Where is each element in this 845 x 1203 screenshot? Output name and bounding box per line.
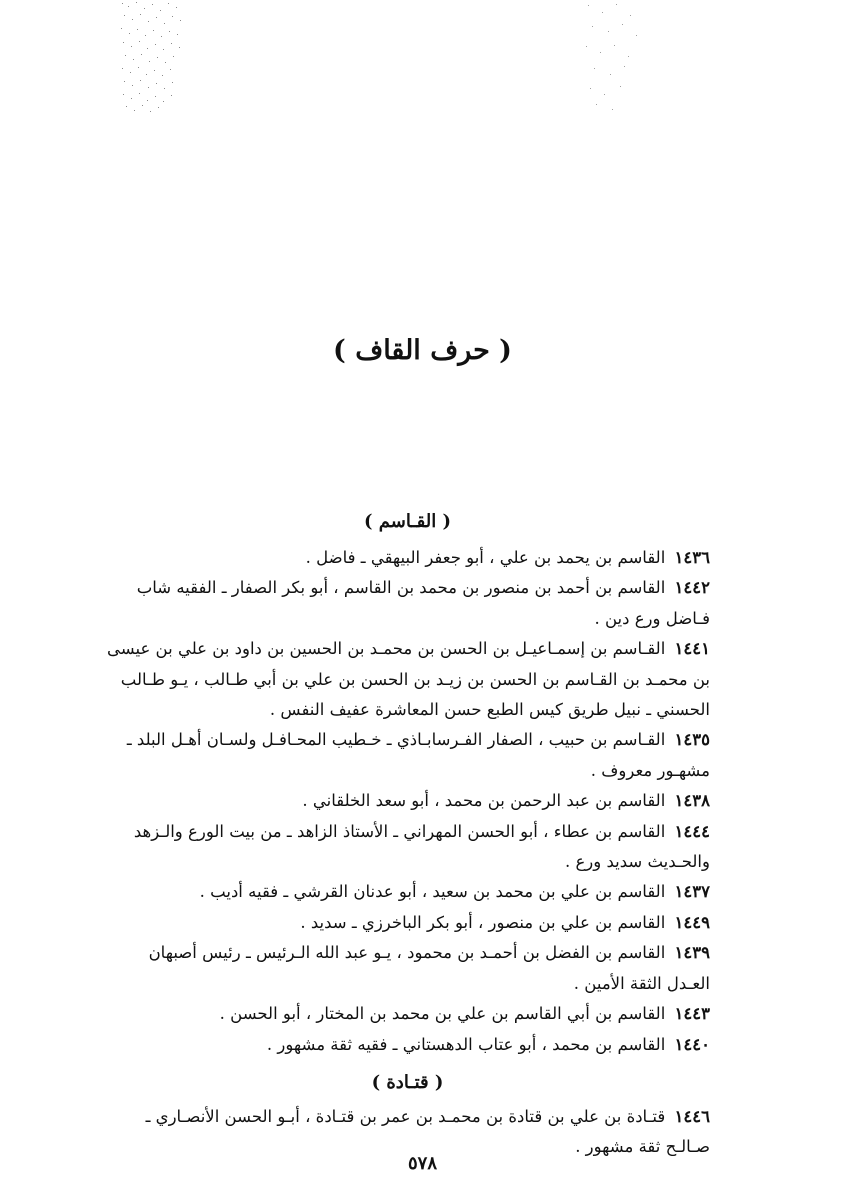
chapter-title: ( حرف القاف ) (333, 335, 512, 366)
entry-text: القاسم بن محمد ، أبو عتاب الدهستاني ـ فقيه ثقة مشهور . (266, 1034, 666, 1054)
entry-text: قتـادة بن علي بن قتادة بن محمـد بن عمر بن قتـادة ، أبـو الحسن الأنصـاري ـ صـالـح ثقة مشهور . (145, 1106, 710, 1157)
section-title-qatada: ( قتـادة ) (371, 1071, 444, 1093)
entry (105, 1030, 710, 1060)
entry-text: القـاسم بن إسمـاعيـل بن الحسن بن محمـد بن الحسين بن داود بن علي بن عيسى بن محمـد بن القـاسم بن الحسن بن زيـد بن الحسن بن علي بن أبي طـالب ، يـو طـالب الحسني ـ نبيل طريق كيس الطبع حسن المعاشرة عفيف النفس . (107, 639, 710, 720)
entry-number: ١٤٣٥ (674, 730, 710, 750)
entry (105, 908, 710, 938)
entry (105, 543, 710, 573)
entry (105, 573, 710, 634)
entry (105, 725, 710, 786)
entry (105, 877, 710, 907)
entry-text: القاسم بن الفضل بن أحمـد بن محمود ، يـو عبد الله الـرئيس ـ رئيس أصبهان العـدل الثقة الأمين . (148, 943, 710, 993)
entry-number: ١٤٤٤ (674, 821, 710, 841)
entry-number: ١٤٤٦ (674, 1106, 710, 1126)
entry-text: القاسم بن علي بن منصور ، أبو بكر الباخرزي ـ سديد . (300, 912, 666, 932)
entry-number: ١٤٤١ (674, 639, 710, 659)
entry-text: القـاسم بن حبيب ، الصفار الفـرسابـاذي ـ خـطيب المحـافـل ولسـان أهـل البلد ـ مشهـور معروف . (126, 730, 710, 780)
entry-text: القاسم بن عبد الرحمن بن محمد ، أبو سعد الخلقاني . (302, 791, 666, 811)
entry-number: ١٤٤٣ (674, 1004, 710, 1024)
entry-number: ١٤٣٧ (674, 882, 710, 902)
section-title-qasim: ( القـاسم ) (364, 511, 451, 532)
entry (105, 938, 710, 999)
entry-number: ١٤٤٠ (674, 1034, 710, 1054)
scan-speckle-right (582, 0, 642, 115)
entry-number: ١٤٣٨ (674, 791, 710, 811)
entry-number: ١٤٣٦ (674, 548, 710, 567)
entry (105, 786, 710, 816)
entries-list (105, 505, 710, 1163)
entry-text: القاسم بن أبي القاسم بن علي بن محمد بن المختار ، أبو الحسن . (219, 1004, 666, 1024)
entry (105, 634, 710, 725)
scan-speckle-left (118, 0, 188, 115)
entry-text: القاسم بن عطاء ، أبو الحسن المهراني ـ الأستاذ الزاهد ـ من بيت الورع والـزهد والحـديث سديد ورع . (133, 821, 710, 872)
entry (105, 817, 710, 878)
entry-text: القاسم بن أحمد بن منصور بن محمد بن القاسم ، أبو بكر الصفار ـ الفقيه شاب فـاضل ورع دين . (136, 578, 710, 628)
entry-text: القاسم بن يحمد بن علي ، أبو جعفر البيهقي ـ فاضل . (305, 548, 666, 567)
entry-number: ١٤٤٢ (674, 578, 710, 598)
entry-number: ١٤٣٩ (674, 943, 710, 963)
entry-text: القاسم بن علي بن محمد بن سعيد ، أبو عدنان القرشي ـ فقيه أديب . (199, 882, 666, 902)
entry (105, 999, 710, 1029)
entry-number: ١٤٤٩ (674, 912, 710, 932)
page-number: ٥٧٨ (407, 1153, 437, 1174)
